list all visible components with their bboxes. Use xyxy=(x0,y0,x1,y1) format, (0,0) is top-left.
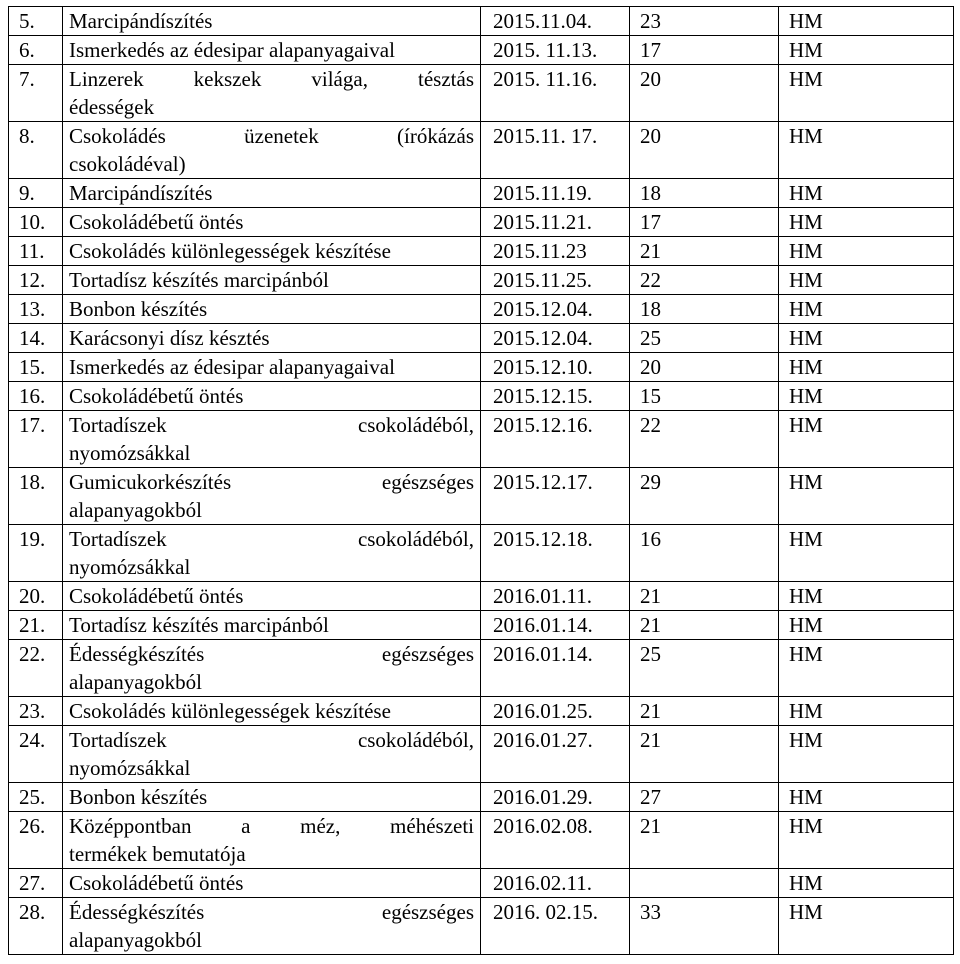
participant-count: 21 xyxy=(630,237,779,266)
course-title: Csokoládébetű öntés xyxy=(63,869,481,898)
course-title-line-1: Tortadíszek csokoládéból, xyxy=(69,413,474,437)
row-number: 10. xyxy=(9,208,63,237)
course-title: Bonbon készítés xyxy=(63,783,481,812)
row-number: 20. xyxy=(9,582,63,611)
course-title xyxy=(63,468,481,525)
participant-count: 22 xyxy=(630,266,779,295)
row-number: 5. xyxy=(9,7,63,36)
table-row xyxy=(9,65,954,122)
course-title: Marcipándíszítés xyxy=(63,179,481,208)
course-type: HM xyxy=(779,122,954,179)
row-number: 13. xyxy=(9,295,63,324)
table-row xyxy=(9,812,954,869)
table-row xyxy=(9,353,954,382)
course-date: 2015.12.17. xyxy=(481,468,630,525)
course-title-line-2: édességek xyxy=(69,95,155,119)
course-type: HM xyxy=(779,468,954,525)
participant-count: 25 xyxy=(630,324,779,353)
course-title xyxy=(63,525,481,582)
course-date: 2015. 11.16. xyxy=(481,65,630,122)
course-type: HM xyxy=(779,179,954,208)
course-type: HM xyxy=(779,295,954,324)
table-row xyxy=(9,179,954,208)
course-title: Ismerkedés az édesipar alapanyagaival xyxy=(63,353,481,382)
table-row xyxy=(9,611,954,640)
row-number: 6. xyxy=(9,36,63,65)
course-title: Tortadísz készítés marcipánból xyxy=(63,266,481,295)
course-date: 2015.11.04. xyxy=(481,7,630,36)
table-body xyxy=(9,7,954,955)
course-title xyxy=(63,65,481,122)
row-number: 22. xyxy=(9,640,63,697)
course-title-line-2: alapanyagokból xyxy=(69,670,202,694)
course-type: HM xyxy=(779,726,954,783)
course-date: 2015.12.04. xyxy=(481,295,630,324)
participant-count: 20 xyxy=(630,65,779,122)
participant-count: 21 xyxy=(630,611,779,640)
row-number: 7. xyxy=(9,65,63,122)
course-date: 2015.12.04. xyxy=(481,324,630,353)
course-type: HM xyxy=(779,208,954,237)
course-title: Karácsonyi dísz késztés xyxy=(63,324,481,353)
participant-count: 17 xyxy=(630,36,779,65)
row-number: 15. xyxy=(9,353,63,382)
course-title-line-1: Tortadíszek csokoládéból, xyxy=(69,728,474,752)
course-title-line-2: csokoládéval) xyxy=(69,152,186,176)
course-type: HM xyxy=(779,411,954,468)
course-type: HM xyxy=(779,611,954,640)
course-type: HM xyxy=(779,898,954,955)
course-title-line-1: Tortadíszek csokoládéból, xyxy=(69,527,474,551)
course-title-line-1: Gumicukorkészítés egészséges xyxy=(69,470,474,494)
course-title-line-1: Linzerek kekszek világa, tésztás xyxy=(69,67,474,91)
course-title xyxy=(63,726,481,783)
table-row xyxy=(9,468,954,525)
participant-count: 17 xyxy=(630,208,779,237)
course-date: 2015.11.25. xyxy=(481,266,630,295)
course-title-line-2: termékek bemutatója xyxy=(69,842,246,866)
course-title: Csokoládébetű öntés xyxy=(63,208,481,237)
participant-count xyxy=(630,869,779,898)
course-date: 2016.01.14. xyxy=(481,611,630,640)
course-date: 2015.11.19. xyxy=(481,179,630,208)
course-date: 2015.12.10. xyxy=(481,353,630,382)
participant-count: 18 xyxy=(630,295,779,324)
course-date: 2016.01.25. xyxy=(481,697,630,726)
course-type: HM xyxy=(779,7,954,36)
table-row xyxy=(9,582,954,611)
course-title-line-1: Édességkészítés egészséges xyxy=(69,900,474,924)
table-row xyxy=(9,640,954,697)
row-number: 26. xyxy=(9,812,63,869)
row-number: 12. xyxy=(9,266,63,295)
course-title-line-2: nyomózsákkal xyxy=(69,555,191,579)
course-type: HM xyxy=(779,783,954,812)
participant-count: 21 xyxy=(630,697,779,726)
course-type: HM xyxy=(779,525,954,582)
course-title: Tortadísz készítés marcipánból xyxy=(63,611,481,640)
participant-count: 20 xyxy=(630,353,779,382)
participant-count: 16 xyxy=(630,525,779,582)
course-title: Csokoládés különlegességek készítése xyxy=(63,237,481,266)
table-row xyxy=(9,697,954,726)
course-title-line-1: Csokoládés üzenetek (írókázás xyxy=(69,124,474,148)
participant-count: 21 xyxy=(630,582,779,611)
course-date: 2016.02.08. xyxy=(481,812,630,869)
course-date: 2015.11.21. xyxy=(481,208,630,237)
course-type: HM xyxy=(779,353,954,382)
table-row xyxy=(9,726,954,783)
table-row xyxy=(9,295,954,324)
course-date: 2016.01.29. xyxy=(481,783,630,812)
table-row xyxy=(9,7,954,36)
course-date: 2016. 02.15. xyxy=(481,898,630,955)
participant-count: 27 xyxy=(630,783,779,812)
course-type: HM xyxy=(779,237,954,266)
course-title: Csokoládés különlegességek készítése xyxy=(63,697,481,726)
row-number: 18. xyxy=(9,468,63,525)
participant-count: 15 xyxy=(630,382,779,411)
table-row xyxy=(9,324,954,353)
course-title: Csokoládébetű öntés xyxy=(63,382,481,411)
course-type: HM xyxy=(779,382,954,411)
row-number: 8. xyxy=(9,122,63,179)
course-date: 2015. 11.13. xyxy=(481,36,630,65)
participant-count: 21 xyxy=(630,726,779,783)
table-row xyxy=(9,411,954,468)
course-type: HM xyxy=(779,324,954,353)
course-title-line-2: alapanyagokból xyxy=(69,928,202,952)
row-number: 17. xyxy=(9,411,63,468)
row-number: 28. xyxy=(9,898,63,955)
course-type: HM xyxy=(779,869,954,898)
table-row xyxy=(9,122,954,179)
course-title xyxy=(63,411,481,468)
course-title: Marcipándíszítés xyxy=(63,7,481,36)
table-row xyxy=(9,266,954,295)
course-type: HM xyxy=(779,36,954,65)
course-type: HM xyxy=(779,582,954,611)
course-type: HM xyxy=(779,65,954,122)
course-date: 2016.01.14. xyxy=(481,640,630,697)
course-date: 2015.12.15. xyxy=(481,382,630,411)
row-number: 21. xyxy=(9,611,63,640)
row-number: 24. xyxy=(9,726,63,783)
course-title-line-2: nyomózsákkal xyxy=(69,756,191,780)
table-row xyxy=(9,783,954,812)
participant-count: 21 xyxy=(630,812,779,869)
participant-count: 20 xyxy=(630,122,779,179)
course-type: HM xyxy=(779,812,954,869)
course-title-line-2: nyomózsákkal xyxy=(69,441,191,465)
course-title-line-2: alapanyagokból xyxy=(69,498,202,522)
course-title xyxy=(63,640,481,697)
row-number: 19. xyxy=(9,525,63,582)
course-title xyxy=(63,812,481,869)
course-title: Ismerkedés az édesipar alapanyagaival xyxy=(63,36,481,65)
course-type: HM xyxy=(779,640,954,697)
table-row xyxy=(9,382,954,411)
course-type: HM xyxy=(779,266,954,295)
course-title: Csokoládébetű öntés xyxy=(63,582,481,611)
table-row xyxy=(9,898,954,955)
participant-count: 25 xyxy=(630,640,779,697)
course-date: 2016.01.11. xyxy=(481,582,630,611)
course-date: 2015.12.16. xyxy=(481,411,630,468)
participant-count: 22 xyxy=(630,411,779,468)
table-row xyxy=(9,869,954,898)
row-number: 27. xyxy=(9,869,63,898)
course-title: Bonbon készítés xyxy=(63,295,481,324)
course-title-line-1: Középpontban a méz, méhészeti xyxy=(69,814,474,838)
table-row xyxy=(9,525,954,582)
row-number: 9. xyxy=(9,179,63,208)
course-date: 2016.01.27. xyxy=(481,726,630,783)
course-table xyxy=(8,6,954,955)
table-row xyxy=(9,237,954,266)
course-title xyxy=(63,898,481,955)
course-date: 2015.11. 17. xyxy=(481,122,630,179)
participant-count: 18 xyxy=(630,179,779,208)
row-number: 25. xyxy=(9,783,63,812)
course-date: 2015.12.18. xyxy=(481,525,630,582)
participant-count: 23 xyxy=(630,7,779,36)
participant-count: 33 xyxy=(630,898,779,955)
row-number: 14. xyxy=(9,324,63,353)
course-title-line-1: Édességkészítés egészséges xyxy=(69,642,474,666)
row-number: 23. xyxy=(9,697,63,726)
course-date: 2016.02.11. xyxy=(481,869,630,898)
row-number: 16. xyxy=(9,382,63,411)
course-date: 2015.11.23 xyxy=(481,237,630,266)
participant-count: 29 xyxy=(630,468,779,525)
course-title xyxy=(63,122,481,179)
row-number: 11. xyxy=(9,237,63,266)
table-row xyxy=(9,36,954,65)
table-row xyxy=(9,208,954,237)
course-type: HM xyxy=(779,697,954,726)
